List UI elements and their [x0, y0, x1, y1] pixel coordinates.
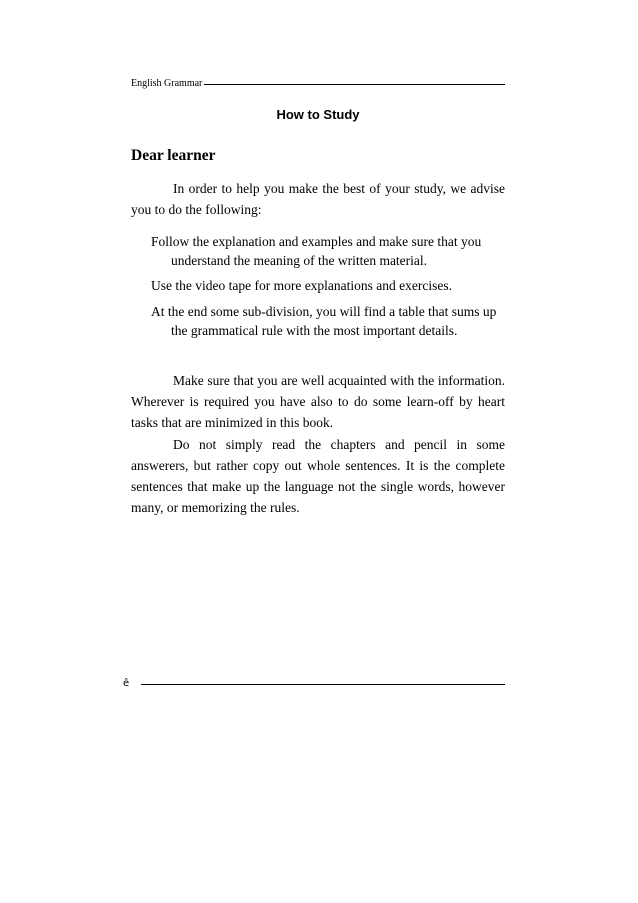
- list-item: Use the video tape for more explanations and exercises.: [151, 278, 453, 293]
- running-header-title: English Grammar: [131, 78, 203, 89]
- list-item: At the end some sub-division, you will find a table that sums up the grammatical rule with the most important details.: [151, 304, 497, 338]
- footer-rule: [141, 684, 505, 685]
- chapters-paragraph-text: Do not simply read the chapters and pencil in some answerers, but rather copy out whole sentences. It is the complete sentences that make up the language not the single words, however many, or memorizing the rules.: [131, 437, 505, 515]
- acquainted-paragraph-text: Make sure that you are well acquainted with the information. Wherever is required you have also to do some learn-off by heart tasks that are minimized in this book.: [131, 373, 505, 430]
- list-item: Follow the explanation and examples and make sure that you understand the meaning of the written material.: [151, 234, 482, 268]
- salutation: Dear learner: [131, 147, 216, 164]
- running-header: [131, 78, 505, 89]
- page-title: How to Study: [276, 107, 360, 122]
- page-footer: [123, 678, 505, 689]
- acquainted-paragraph: [131, 370, 505, 433]
- header-rule: [204, 84, 505, 85]
- page-number: ê: [123, 678, 130, 689]
- intro-paragraph: [131, 178, 505, 220]
- intro-paragraph-text: In order to help you make the best of your study, we advise you to do the following:: [131, 181, 505, 217]
- chapters-paragraph: [131, 434, 505, 518]
